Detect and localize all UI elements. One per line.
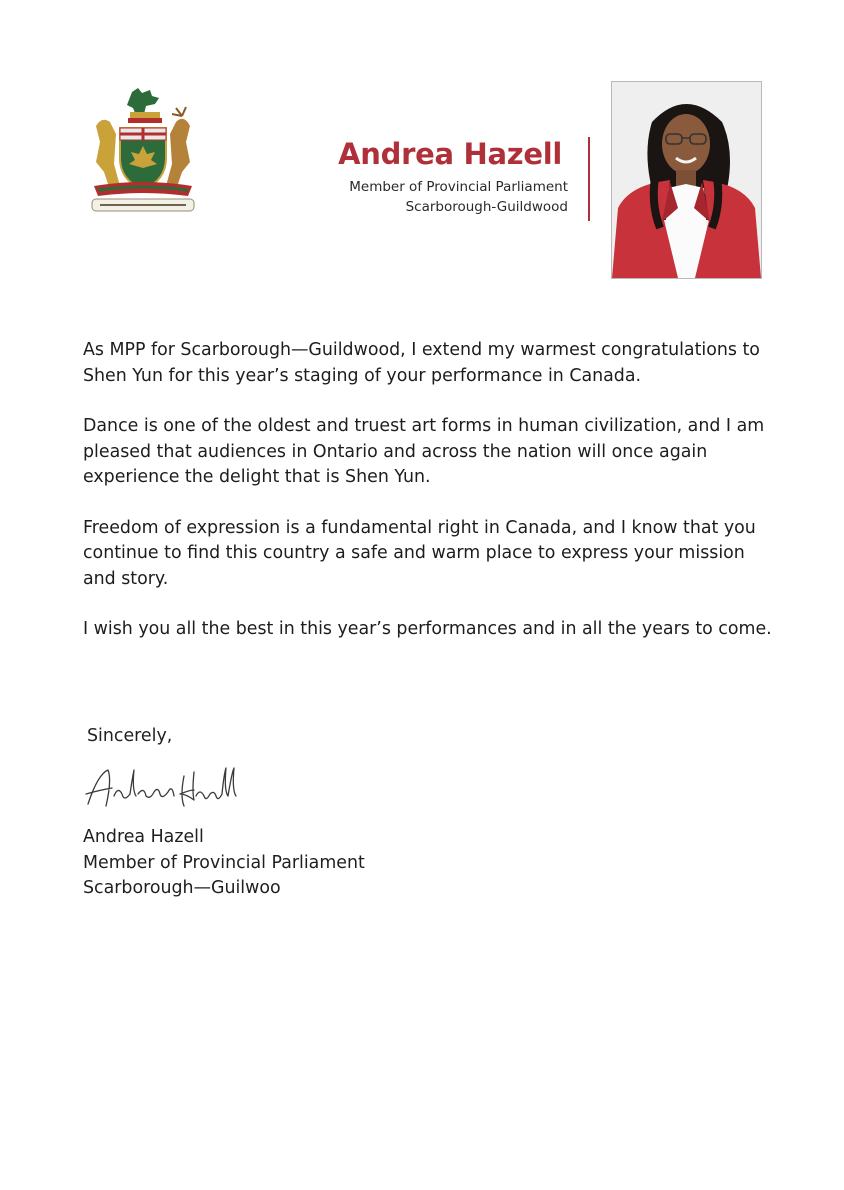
letterhead-title: Member of Provincial Parliament (349, 179, 568, 195)
sign-off-block (83, 825, 365, 902)
body-paragraph-2: Dance is one of the oldest and truest art forms in human civilization, and I am pleased that audiences in Ontario and across the nation will once again experience the delight that is Shen Yun. (83, 416, 765, 487)
body-paragraph-3: Freedom of expression is a fundamental right in Canada, and I know that you continue to find this country a safe and warm place to express your mission and story. (83, 517, 756, 589)
body-paragraph-4: I wish you all the best in this year’s performances and in all the years to come. (83, 619, 772, 639)
letterhead-riding: Scarborough-Guildwood (405, 199, 568, 215)
letterhead-name: Andrea Hazell (338, 137, 562, 171)
closing: Sincerely, (87, 726, 173, 746)
portrait-photo (611, 81, 762, 279)
sign-off-riding: Scarborough—Guilwoo (83, 878, 281, 898)
handwritten-signature (80, 760, 250, 820)
sign-off-title: Member of Provincial Parliament (83, 852, 365, 873)
ontario-coat-of-arms-icon (84, 86, 202, 216)
letter-body (83, 338, 773, 668)
sign-off-name: Andrea Hazell (83, 827, 204, 847)
letterhead-divider (588, 137, 590, 221)
body-paragraph-1: As MPP for Scarborough—Guildwood, I extend my warmest congratulations to Shen Yun for this year’s staging of your performance in Canada. (83, 340, 760, 386)
